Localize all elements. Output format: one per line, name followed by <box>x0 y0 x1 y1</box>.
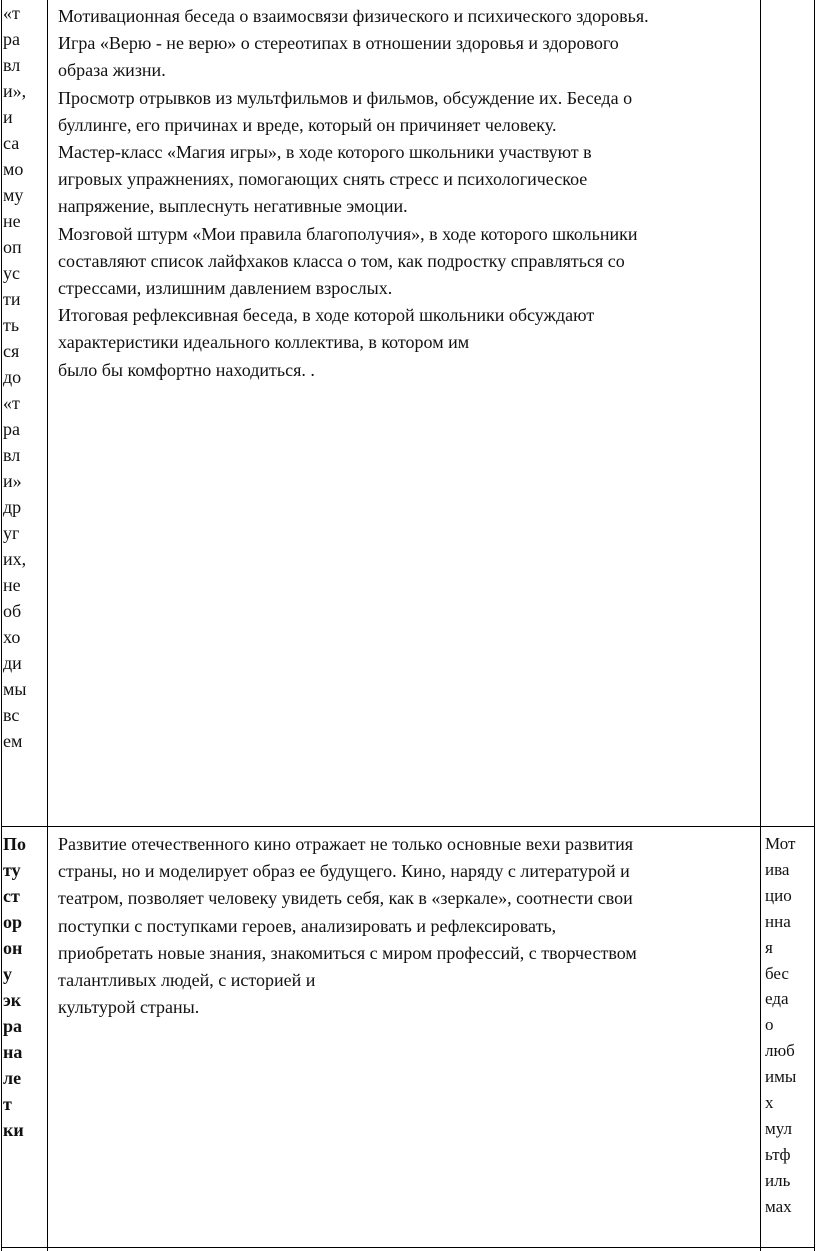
text-line: стрессами, излишним давлением взрослых. <box>58 278 393 299</box>
text-line: и», <box>3 81 27 101</box>
title-line: ст <box>3 886 20 906</box>
text-line: нна <box>765 911 791 931</box>
text-line: характеристики идеального коллектива, в котором им <box>58 332 470 353</box>
text-line: ьтф <box>765 1144 791 1164</box>
text-line: Мастер-класс «Магия игры», в ходе которого школьники участвуют в <box>58 142 592 163</box>
text-line: ус <box>3 263 20 283</box>
text-line: цио <box>765 885 792 905</box>
text-line: иль <box>765 1170 791 1190</box>
text-line: я <box>765 937 773 957</box>
text-line: вс <box>3 705 20 725</box>
row1-activities-text <box>58 3 758 384</box>
text-line: было бы комфортно находиться. . <box>58 359 315 380</box>
title-line: ле <box>3 1068 22 1088</box>
text-line: до <box>3 367 22 387</box>
text-line: не <box>3 211 21 231</box>
table-divider-col2 <box>760 0 761 1251</box>
text-line: еда <box>765 989 789 1009</box>
table-divider-col1 <box>47 0 48 1251</box>
text-line: Мот <box>765 834 796 853</box>
text-line: вл <box>3 445 21 465</box>
text-line: Развитие отечественного кино отражает не только основные вехи развития <box>58 834 634 854</box>
text-line: оп <box>3 237 22 257</box>
text-line: ем <box>3 731 23 751</box>
text-line: «т <box>3 393 20 413</box>
table-border-left <box>1 0 2 1251</box>
text-line: вл <box>3 55 21 75</box>
text-line: Игра «Верю - не верю» о стереотипах в отношении здоровья и здорового <box>58 33 619 54</box>
text-line: уг <box>3 523 20 543</box>
text-line: театром, позволяет человеку увидеть себя, как в «зеркале», соотнести свои <box>58 888 633 909</box>
title-line: на <box>3 1042 23 1062</box>
text-line: о <box>765 1015 774 1035</box>
title-line: По <box>3 834 27 854</box>
text-line: му <box>3 185 24 205</box>
text-line: ива <box>765 859 790 879</box>
row2-topic-title <box>3 831 47 1143</box>
text-line: ся <box>3 341 20 361</box>
text-line: са <box>3 133 20 153</box>
text-line: Мотивационная беседа о взаимосвязи физического и психического здоровья. <box>58 6 649 26</box>
text-line: страны, но и моделирует образ ее будущего. Кино, наряду с литературой и <box>58 861 630 882</box>
text-line: ра <box>3 419 20 439</box>
text-line: об <box>3 601 22 621</box>
text-line: их, <box>3 549 27 569</box>
row2-description-text <box>58 831 758 1021</box>
text-line: образа жизни. <box>58 60 166 81</box>
text-line: хо <box>3 627 21 647</box>
text-line: Просмотр отрывков из мультфильмов и фильмов, обсуждение их. Беседа о <box>58 87 633 108</box>
text-line: буллинге, его причинах и вреде, который он причиняет человеку. <box>58 114 557 135</box>
text-line: мо <box>3 159 24 179</box>
text-line: ра <box>3 29 20 49</box>
text-line: ди <box>3 653 22 673</box>
title-line: ор <box>3 912 23 932</box>
text-line: талантливых людей, с историей и <box>58 970 316 991</box>
text-line: мул <box>765 1118 792 1138</box>
title-line: эк <box>3 990 22 1010</box>
title-line: ра <box>3 1016 23 1036</box>
text-line: имы <box>765 1067 797 1087</box>
text-line: составляют список лайфхаков класса о том, как подростку справляться со <box>58 250 625 271</box>
text-line: и» <box>3 471 22 491</box>
title-line: т <box>3 1094 12 1114</box>
text-line: х <box>765 1093 774 1113</box>
text-line: мы <box>3 679 27 699</box>
text-line: мах <box>765 1196 792 1216</box>
text-line: Итоговая рефлексивная беседа, в ходе которой школьники обсуждают <box>58 305 595 326</box>
text-line: напряжение, выплеснуть негативные эмоции. <box>58 196 408 217</box>
row2-column3-text <box>765 831 815 1220</box>
text-line: др <box>3 497 22 517</box>
text-line: ть <box>3 315 20 335</box>
text-line: не <box>3 575 21 595</box>
text-line: «т <box>3 3 20 23</box>
title-line: ту <box>3 860 21 880</box>
title-line: он <box>3 938 23 958</box>
text-line: Мозговой штурм «Мои правила благополучия», в ходе которого школьники <box>58 223 638 244</box>
text-line: культурой страны. <box>58 997 200 1018</box>
table-row-divider <box>1 826 815 827</box>
text-line: поступки с поступками героев, анализировать и рефлексировать, <box>58 915 557 936</box>
text-line: люб <box>765 1041 795 1061</box>
text-line: приобретать новые знания, знакомиться с миром профессий, с творчеством <box>58 942 637 963</box>
row1-column1-text <box>3 0 47 754</box>
text-line: и <box>3 107 13 127</box>
text-line: бес <box>765 963 789 983</box>
title-line: ки <box>3 1120 24 1140</box>
title-line: у <box>3 964 12 984</box>
text-line: игровых упражнениях, помогающих снять стресс и психологическое <box>58 169 588 190</box>
text-line: ти <box>3 289 21 309</box>
table-bottom-border <box>1 1247 815 1248</box>
